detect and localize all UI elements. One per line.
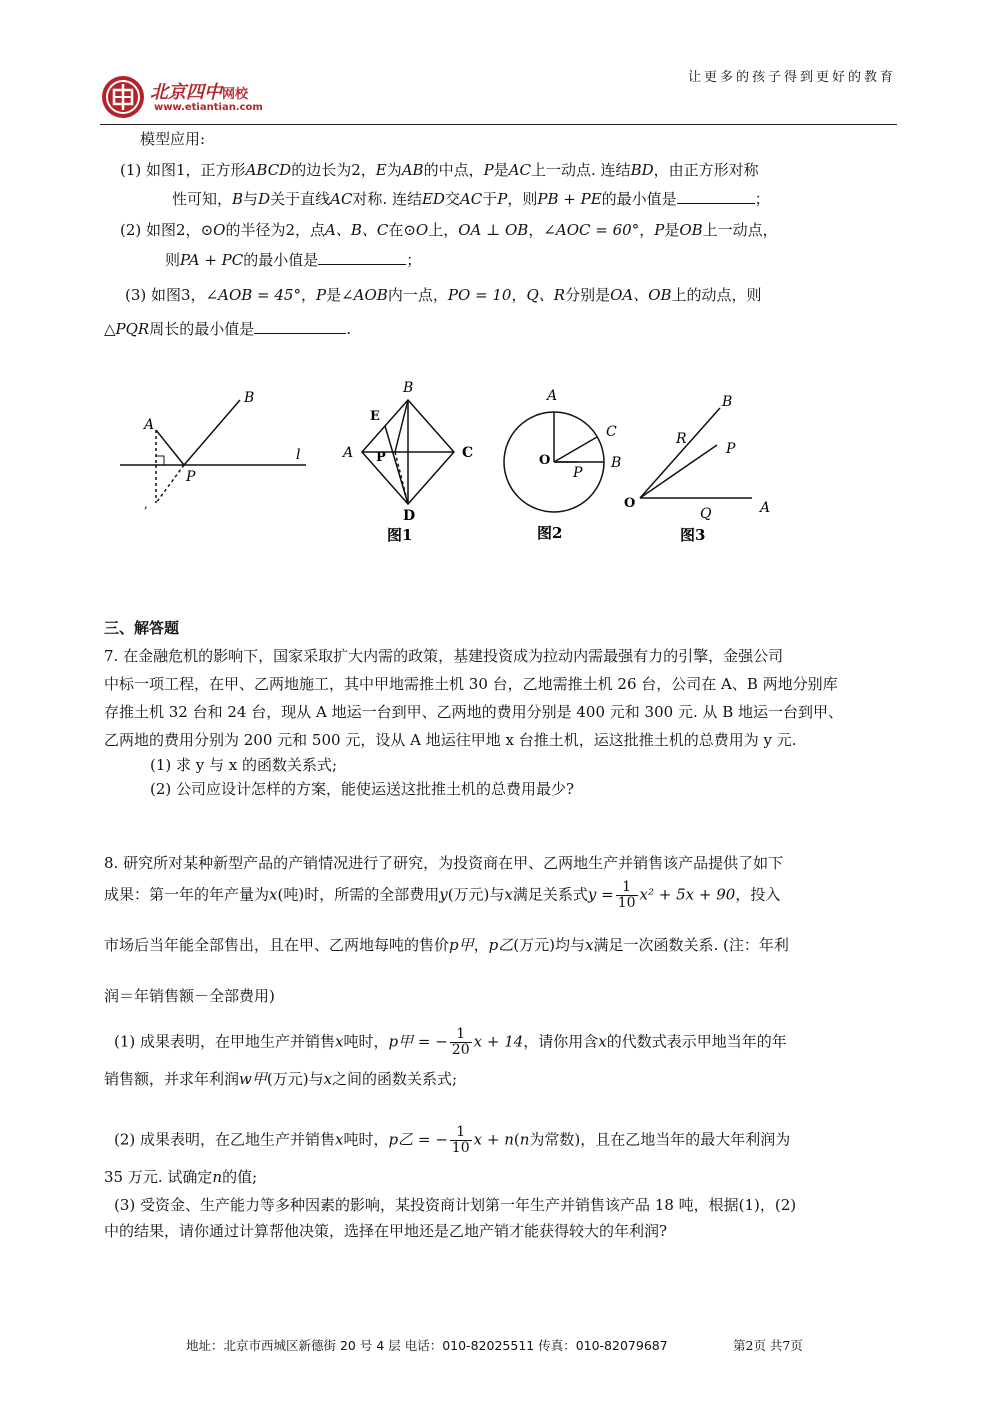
fig0-label-A: A bbox=[144, 417, 155, 433]
fig0-label-P: P bbox=[186, 469, 196, 485]
header-rule bbox=[100, 124, 897, 125]
fig3-label-P: P bbox=[726, 441, 736, 457]
fig3-label-B: B bbox=[722, 394, 733, 410]
q8-line1: 8. 研究所对某种新型产品的产销情况进行了研究，为投资商在甲、乙两地生产并销售该产品提供了如下 bbox=[104, 854, 784, 872]
fig2-label-P: P bbox=[573, 465, 583, 481]
slogan: 让更多的孩子得到更好的教育 bbox=[687, 70, 896, 85]
fig1-label-C: C bbox=[462, 445, 474, 461]
frac-1-10: $\frac{1}{10}$ bbox=[617, 879, 636, 911]
fig0-label-B: B bbox=[244, 390, 255, 406]
fig1-label-P: P bbox=[376, 450, 386, 465]
q8-sub2-line2: 35 万元. 试确定n的值; bbox=[104, 1168, 258, 1186]
fig1-caption: 图1 bbox=[387, 526, 413, 544]
q8-line3: 市场后当年能全部售出，且在甲、乙两地每吨的售价p甲，p乙(万元)均与x满足一次函数关系. (注：年利 bbox=[104, 936, 789, 954]
q1-line2: 性可知，B与D关于直线AC对称. 连结ED交AC于P，则PB + PE的最小值是 ； bbox=[172, 190, 770, 208]
fig2-caption: 图2 bbox=[537, 524, 563, 542]
q2-line2: 则PA + PC的最小值是 ； bbox=[165, 251, 422, 269]
fig1-label-D: D bbox=[403, 508, 416, 524]
q8-line4: 润＝年销售额－全部费用) bbox=[104, 987, 275, 1005]
q7-line4: 乙两地的费用分别为 200 元和 500 元，设从 A 地运往甲地 x 台推土机，运这批推土机的总费用为 y 元. bbox=[104, 731, 797, 749]
fig0-label-tick: , bbox=[144, 497, 148, 511]
q8-line2: 成果：第一年的年产量为x(吨)时，所需的全部费用y(万元)与x满足关系式y = $\frac{1}{10}$ x² + 5x + 90，投入 bbox=[104, 879, 781, 911]
figure-reflection bbox=[120, 400, 306, 503]
q7-sub1: (1) 求 y 与 x 的函数关系式; bbox=[150, 756, 338, 774]
figure-2-circle bbox=[504, 412, 604, 512]
footer-contact: 地址：北京市西城区新德街 20 号 4 层 电话：010-82025511 传真：010-82079687 bbox=[186, 1338, 668, 1353]
q1-line1: (1) 如图1，正方形ABCD的边长为2，E为AB的中点，P是AC上一动点. 连结BD，由正方形对称 bbox=[120, 161, 759, 179]
frac-1-10-b: $\frac{1}{10}$ bbox=[451, 1124, 470, 1156]
fig3-label-A: A bbox=[760, 500, 771, 516]
fig2-label-B: B bbox=[611, 455, 622, 471]
fig3-caption: 图3 bbox=[680, 526, 706, 544]
model-app-title: 模型应用: bbox=[140, 130, 206, 148]
q7-line3: 存推土机 32 台和 24 台，现从 A 地运一台到甲、乙两地的费用分别是 400 元和 300 元. 从 B 地运一台到甲、 bbox=[104, 703, 844, 721]
q7-line1: 7. 在金融危机的影响下，国家采取扩大内需的政策，基建投资成为拉动内需最强有力的引擎，金强公司 bbox=[104, 647, 784, 665]
logo-url: www.etiantian.com bbox=[154, 102, 263, 113]
q3-line2: △PQR周长的最小值是 . bbox=[104, 320, 352, 338]
school-logo-icon bbox=[100, 74, 146, 120]
q2-line1: (2) 如图2，⊙O的半径为2，点A、B、C在⊙O上，OA ⊥ OB，∠AOC = 60°，P是OB上一动点， bbox=[120, 221, 778, 239]
q8-sub3-line2: 中的结果，请你通过计算帮他决策，选择在甲地还是乙地产销才能获得较大的年利润? bbox=[104, 1222, 668, 1240]
fig1-label-B: B bbox=[403, 380, 414, 396]
fig2-label-C: C bbox=[606, 424, 617, 440]
q8-sub1-line1: (1) 成果表明，在甲地生产并销售x吨时，p甲 = − $\frac{1}{20}$ x + 14，请你用含x的代数式表示甲地当年的年 bbox=[114, 1026, 787, 1058]
figures bbox=[100, 370, 800, 550]
fig3-label-O: O bbox=[624, 496, 636, 511]
fig1-label-E: E bbox=[370, 409, 380, 424]
header bbox=[100, 60, 900, 122]
footer-page: 第2页 共7页 bbox=[733, 1338, 803, 1353]
section-3-title: 三、解答题 bbox=[104, 619, 180, 637]
q8-sub3-line1: (3) 受资金、生产能力等多种因素的影响，某投资商计划第一年生产并销售该产品 18 吨，根据(1)，(2) bbox=[114, 1196, 797, 1214]
frac-1-20: $\frac{1}{20}$ bbox=[451, 1026, 470, 1058]
fig2-label-A: A bbox=[547, 388, 558, 404]
q3-line1: (3) 如图3，∠AOB = 45°，P是∠AOB内一点，PO = 10，Q、R分别是OA、OB上的动点，则 bbox=[125, 286, 762, 304]
q8-sub2-line1: (2) 成果表明，在乙地生产并销售x吨时，p乙 = − $\frac{1}{10}$ x + n(n为常数)，且在乙地当年的最大年利润为 bbox=[114, 1124, 791, 1156]
answer-blank-1[interactable] bbox=[677, 189, 755, 204]
fig3-label-R: R bbox=[676, 431, 687, 447]
q7-sub2: (2) 公司应设计怎样的方案，能使运送这批推土机的总费用最少? bbox=[150, 780, 575, 798]
fig1-label-A: A bbox=[343, 445, 354, 461]
answer-blank-3[interactable] bbox=[254, 319, 346, 334]
fig2-label-O: O bbox=[539, 453, 551, 468]
answer-blank-2[interactable] bbox=[318, 250, 406, 265]
fig3-label-Q: Q bbox=[700, 506, 712, 522]
q7-line2: 中标一项工程，在甲、乙两地施工，其中甲地需推土机 30 台，乙地需推土机 26 台，公司在 A、B 两地分别库 bbox=[104, 675, 838, 693]
fig0-label-l: l bbox=[296, 447, 301, 463]
q8-sub1-line2: 销售额，并求年利润w甲(万元)与x之间的函数关系式; bbox=[104, 1070, 458, 1088]
logo-name: 北京四中网校 bbox=[150, 82, 249, 103]
